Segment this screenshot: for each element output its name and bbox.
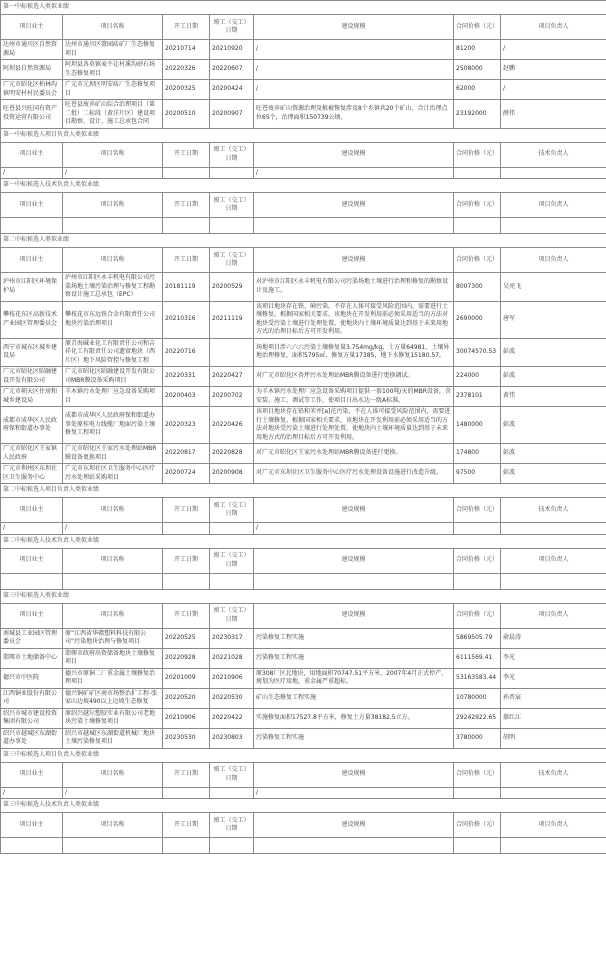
scale-header: 建设规模 (254, 548, 454, 573)
price-cell (454, 523, 501, 535)
person-cell: 赵鹏 (501, 60, 606, 80)
person-header: 项目负责人 (501, 813, 606, 838)
person-cell: / (501, 40, 606, 60)
end-date-header: 竣工（交工）日期 (210, 248, 254, 273)
price-cell: 23192000 (454, 100, 501, 129)
scale-cell: 污染修复工程实施 (254, 728, 454, 748)
start-date-cell: 20220817 (163, 444, 210, 464)
owner-header: 项目业主 (1, 498, 63, 523)
price-cell: 174800 (454, 444, 501, 464)
price-header: 合同价格（元） (454, 762, 501, 787)
start-date-cell (163, 838, 210, 854)
person-header: 技术负责人 (501, 498, 606, 523)
owner-cell: 攀枝花东区高新技术产业园区管理委员会 (1, 301, 63, 338)
start-date-cell: 20220331 (163, 367, 210, 387)
table-row (1, 648, 606, 668)
person-cell: 彭波 (501, 407, 606, 444)
scale-cell: 原308厂区北地块，用地面积70747.51平方米，2007年4月正式停产，规划为医疗用地，重金属严重超标。 (254, 668, 454, 688)
price-header: 合同价格（元） (454, 15, 501, 40)
price-cell: 2378101 (454, 387, 501, 407)
start-date-cell (163, 787, 210, 799)
header-row (1, 15, 606, 40)
start-date-header: 开工日期 (163, 813, 210, 838)
name-header: 项目名称 (63, 15, 163, 40)
section-title: 第三中标候选人技术负责人类似业绩 (1, 799, 606, 813)
section-title-row (1, 534, 606, 548)
scale-header: 建设规模 (254, 142, 454, 167)
owner-header: 项目业主 (1, 762, 63, 787)
start-date-cell: 20200724 (163, 464, 210, 484)
start-date-header: 开工日期 (163, 142, 210, 167)
scale-cell: 矿山生态修复工程实施 (254, 688, 454, 708)
project-name-cell: / (63, 523, 163, 535)
end-date-cell: 20200529 (210, 273, 254, 302)
start-date-cell: 20220525 (163, 628, 210, 648)
scale-cell: 该项目地块存在铁、砷污染，不存在人体可接受风险范围内，需要进行土壤修复。根据国家相关要求，该地块在开发利用前必须采用适当的方法对地块受污染土壤进行处理处置，使地块内土壤环境质量达到基于未来用地方式的治理目标后方可开发利用。 (254, 301, 454, 338)
owner-cell: 广元市利州区东坝社区卫生服务中心 (1, 464, 63, 484)
price-cell (454, 838, 501, 854)
start-date-cell: 20220520 (163, 688, 210, 708)
price-cell: 2508000 (454, 60, 501, 80)
table-row (1, 338, 606, 367)
end-date-cell: 20230803 (210, 728, 254, 748)
end-date-cell: 20220422 (210, 708, 254, 728)
scale-cell: 对广元市昭化区杏坪污水处理站MBR膜设备进行更换调试。 (254, 367, 454, 387)
person-header: 项目负责人 (501, 603, 606, 628)
project-name-cell: 绍兴市越城区东湖街道机械厂地块土壤污染修复项目 (63, 728, 163, 748)
person-cell: 彭波 (501, 464, 606, 484)
person-cell (501, 787, 606, 799)
price-cell: 224000 (454, 367, 501, 387)
owner-cell: / (1, 787, 63, 799)
table-row (1, 80, 606, 100)
end-date-cell: 20220607 (210, 60, 254, 80)
owner-cell: / (1, 167, 63, 179)
start-date-cell (163, 523, 210, 535)
project-name-cell: 广元市昭化区王家污水处理站MBR膜设备更换项目 (63, 444, 163, 464)
end-date-header: 竣工（交工）日期 (210, 762, 254, 787)
header-row (1, 813, 606, 838)
header-row (1, 248, 606, 273)
section-title: 第二中标候选人技术负责人类似业绩 (1, 534, 606, 548)
project-name-cell: 德兴铜矿矿区南市场整治扩工程-张家山边坡490以上边坡生态修复 (63, 688, 163, 708)
owner-cell: 绍兴市越城区东湖街道办事处 (1, 728, 63, 748)
project-name-cell: / (63, 787, 163, 799)
section-title: 第三中标候选人类似业绩 (1, 589, 606, 603)
price-cell: 97500 (454, 464, 501, 484)
owner-cell: 广元市昭化区昭融建设开发有限公司 (1, 367, 63, 387)
section-title-row (1, 484, 606, 498)
person-cell: / (501, 80, 606, 100)
name-header: 项目名称 (63, 193, 163, 218)
section-title: 第一中标候选人项目负责人类似业绩 (1, 128, 606, 142)
scale-cell: / (254, 167, 454, 179)
table-row (1, 40, 606, 60)
scale-cell: / (254, 787, 454, 799)
person-cell: 俞晨涛 (501, 628, 606, 648)
price-cell: 30074570.53 (454, 338, 501, 367)
end-date-header: 竣工（交工）日期 (210, 142, 254, 167)
table-row (1, 688, 606, 708)
owner-cell: 绍兴市城市建设投资集团有限公司 (1, 708, 63, 728)
person-cell: 彭波 (501, 338, 606, 367)
person-cell: 黄伟 (501, 387, 606, 407)
section-title-row (1, 179, 606, 193)
end-date-cell (210, 218, 254, 234)
scale-cell: 为羊木镇污水处理厂应急设备采购项目提供一套100吨/天的MBR设备，含安装、施工、调试等工作，使项目日出水达一级A标准。 (254, 387, 454, 407)
scale-cell: / (254, 523, 454, 535)
end-date-cell: 20220427 (210, 367, 254, 387)
scale-cell: 污染修复工程实施 (254, 628, 454, 648)
person-header: 项目负责人 (501, 193, 606, 218)
header-row (1, 762, 606, 787)
end-date-cell (210, 523, 254, 535)
start-date-header: 开工日期 (163, 603, 210, 628)
start-date-cell: 20210714 (163, 40, 210, 60)
scale-cell (254, 573, 454, 589)
scale-cell: / (254, 80, 454, 100)
project-name-cell: 达州市通川区莆园砖矿厂生态修复项目 (63, 40, 163, 60)
start-date-header: 开工日期 (163, 548, 210, 573)
project-name-cell: 泸州市江阳区永丰机电有限公司污染场地土壤污染治理与修复工程勘察设计施工总承包（EPC） (63, 273, 163, 302)
scale-cell: 对广元市昭化区王家污水处理站MBR膜设备进行更换。 (254, 444, 454, 464)
project-name-cell (63, 573, 163, 589)
end-date-header: 竣工（交工）日期 (210, 548, 254, 573)
end-date-cell (210, 573, 254, 589)
price-header: 合同价格（元） (454, 498, 501, 523)
owner-cell: 旺苍县兴旺国有资产投资运营有限公司 (1, 100, 63, 129)
section-title-row (1, 589, 606, 603)
start-date-header: 开工日期 (163, 762, 210, 787)
person-header: 技术负责人 (501, 142, 606, 167)
table-row (1, 273, 606, 302)
owner-cell (1, 218, 63, 234)
price-cell: 8007300 (454, 273, 501, 302)
scale-cell: 污染修复工程实施 (254, 648, 454, 668)
scale-header: 建设规模 (254, 813, 454, 838)
table-row (1, 367, 606, 387)
price-cell (454, 573, 501, 589)
end-date-cell (210, 787, 254, 799)
price-header: 合同价格（元） (454, 248, 501, 273)
project-name-cell: 原“江西省华赣塑料科技有限公司”污染地块治理与修复项目 (63, 628, 163, 648)
price-cell: 3780000 (454, 728, 501, 748)
start-date-header: 开工日期 (163, 498, 210, 523)
price-cell: 62000 (454, 80, 501, 100)
name-header: 项目名称 (63, 142, 163, 167)
table-row (1, 167, 606, 179)
end-date-cell: 20220530 (210, 688, 254, 708)
person-cell (501, 838, 606, 854)
table-row (1, 60, 606, 80)
start-date-cell: 20210316 (163, 301, 210, 338)
price-cell (454, 787, 501, 799)
start-date-cell: 20220323 (163, 407, 210, 444)
end-date-header: 竣工（交工）日期 (210, 813, 254, 838)
end-date-cell: 20211119 (210, 301, 254, 338)
table-row (1, 444, 606, 464)
owner-cell: 广元市昭化区柏林沟镇明安村村民委员会 (1, 80, 63, 100)
table-row (1, 464, 606, 484)
start-date-cell (163, 218, 210, 234)
owner-header: 项目业主 (1, 193, 63, 218)
start-date-cell: 20201009 (163, 668, 210, 688)
end-date-cell: 20200908 (210, 464, 254, 484)
start-date-header: 开工日期 (163, 248, 210, 273)
section-title: 第二中标候选人类似业绩 (1, 234, 606, 248)
person-cell: 孙晋宸 (501, 688, 606, 708)
start-date-cell (163, 167, 210, 179)
name-header: 项目名称 (63, 603, 163, 628)
table-row (1, 523, 606, 535)
person-cell: 李光 (501, 648, 606, 668)
project-name-cell: 广元市东坝社区卫生服务中心医疗污水处理站采购项目 (63, 464, 163, 484)
end-date-cell: 20221028 (210, 648, 254, 668)
section-title-row (1, 1, 606, 15)
scale-header: 建设规模 (254, 248, 454, 273)
price-header: 合同价格（元） (454, 142, 501, 167)
start-date-cell: 20200510 (163, 100, 210, 129)
section-title-row (1, 234, 606, 248)
table-row (1, 668, 606, 688)
project-name-cell: 邯郸市政府出资储备地块土壤修复项目 (63, 648, 163, 668)
end-date-cell: 20220828 (210, 444, 254, 464)
end-date-cell: 20210906 (210, 668, 254, 688)
price-header: 合同价格（元） (454, 603, 501, 628)
project-name-cell: 原绍兴越尔塑胶实业有限公司老地块污染土壤修复项目 (63, 708, 163, 728)
person-cell: 薛伟 (501, 100, 606, 129)
end-date-cell: 20230317 (210, 628, 254, 648)
scale-cell: 对泸州市江阳区永丰机电有限公司污染场地土壤进行治理和修复的勘察设计及施工。 (254, 273, 454, 302)
name-header: 项目名称 (63, 813, 163, 838)
person-cell (501, 167, 606, 179)
owner-cell: 德兴市中医院 (1, 668, 63, 688)
price-cell: 6111569.41 (454, 648, 501, 668)
table-row (1, 628, 606, 648)
section-title-row (1, 748, 606, 762)
table-row (1, 838, 606, 854)
table-row (1, 387, 606, 407)
end-date-cell: 20200702 (210, 387, 254, 407)
project-name-cell: 德兴市原铜二厂重金属土壤修复治理项目 (63, 668, 163, 688)
price-cell (454, 167, 501, 179)
person-header: 项目负责人 (501, 248, 606, 273)
owner-cell: 南城县工业园区管理委员会 (1, 628, 63, 648)
person-header: 技术负责人 (501, 762, 606, 787)
header-row (1, 498, 606, 523)
start-date-header: 开工日期 (163, 15, 210, 40)
person-cell: 彭波 (501, 444, 606, 464)
end-date-cell: 20200907 (210, 100, 254, 129)
owner-cell: 成都市成华区人民政府保和街道办事处 (1, 407, 63, 444)
owner-cell: 广元市昭化区王家镇人民政府 (1, 444, 63, 464)
owner-cell (1, 838, 63, 854)
scale-header: 建设规模 (254, 498, 454, 523)
header-row (1, 548, 606, 573)
person-header: 项目负责人 (501, 15, 606, 40)
name-header: 项目名称 (63, 248, 163, 273)
end-date-cell (210, 338, 254, 367)
owner-header: 项目业主 (1, 548, 63, 573)
name-header: 项目名称 (63, 498, 163, 523)
person-cell (501, 573, 606, 589)
scale-cell: 对广元市东坝社区卫生服务中心医疗污水处理设备设施进行改造升级。 (254, 464, 454, 484)
table-row (1, 708, 606, 728)
section-title-row (1, 799, 606, 813)
price-cell (454, 218, 501, 234)
start-date-cell: 20220716 (163, 338, 210, 367)
person-header: 项目负责人 (501, 548, 606, 573)
owner-cell: 达州市通川区自然资源局 (1, 40, 63, 60)
project-name-cell: 旺苍县废弃矿山综合治理项目（第二批）二标段（黄洋片区）建设项目勘察、设计、施工总承包合同 (63, 100, 163, 129)
scale-cell (254, 218, 454, 234)
project-name-cell (63, 218, 163, 234)
table-row (1, 728, 606, 748)
person-cell (501, 523, 606, 535)
price-cell: 5869505.79 (454, 628, 501, 648)
section-title: 第二中标候选人项目负责人类似业绩 (1, 484, 606, 498)
scale-cell: / (254, 40, 454, 60)
start-date-cell: 20200325 (163, 80, 210, 100)
project-name-cell (63, 838, 163, 854)
end-date-header: 竣工（交工）日期 (210, 193, 254, 218)
owner-header: 项目业主 (1, 15, 63, 40)
project-name-cell: / (63, 167, 163, 179)
project-name-cell: 成都市成华区人民政府保和街道办事处原桂电力线缆厂地面污染土壤修复工程项目 (63, 407, 163, 444)
owner-header: 项目业主 (1, 142, 63, 167)
scale-cell: 旺苍废弃矿山资源治理及植被恢复涉及8个乡镇共20个矿山，合计治理点位65个，治理面积150739公顷。 (254, 100, 454, 129)
end-date-cell (210, 838, 254, 854)
price-cell: 81200 (454, 40, 501, 60)
name-header: 项目名称 (63, 548, 163, 573)
price-header: 合同价格（元） (454, 193, 501, 218)
scale-cell: / (254, 60, 454, 80)
name-header: 项目名称 (63, 762, 163, 787)
owner-cell (1, 573, 63, 589)
header-row (1, 603, 606, 628)
price-cell: 53163583.44 (454, 668, 501, 688)
project-name-cell: 广元市元坝区明安砖厂生态修复项目 (63, 80, 163, 100)
scale-cell (254, 838, 454, 854)
start-date-cell: 20200403 (163, 387, 210, 407)
end-date-cell: 20210920 (210, 40, 254, 60)
owner-cell: / (1, 523, 63, 535)
scale-cell: 该项目地块存在铅和苯并[a]芘污染，不在人体可接受风险范围内，需要进行土壤修复。根据国家相关要求，该地块在开发利用前必须采用适当的方法对地块受污染土壤进行处理处置，使地块内土壤环境质量达到基于未来用地方式的治理目标后方可开发利用。 (254, 407, 454, 444)
table-row (1, 100, 606, 129)
price-cell: 10780000 (454, 688, 501, 708)
end-date-cell: 20220426 (210, 407, 254, 444)
owner-cell: 江西铜业股份有限公司 (1, 688, 63, 708)
end-date-header: 竣工（交工）日期 (210, 603, 254, 628)
start-date-header: 开工日期 (163, 193, 210, 218)
scale-header: 建设规模 (254, 762, 454, 787)
person-cell: 郝红江 (501, 708, 606, 728)
project-name-cell: 阿坝县各莫镇麦不让村溪沟砂石场生态修复项目 (63, 60, 163, 80)
person-cell (501, 218, 606, 234)
section-title-row (1, 128, 606, 142)
owner-header: 项目业主 (1, 813, 63, 838)
start-date-cell (163, 573, 210, 589)
start-date-cell: 20220928 (163, 648, 210, 668)
end-date-cell (210, 167, 254, 179)
section-title: 第一中标候选人类似业绩 (1, 1, 606, 15)
start-date-cell: 20230530 (163, 728, 210, 748)
scale-header: 建设规模 (254, 15, 454, 40)
header-row (1, 142, 606, 167)
owner-header: 项目业主 (1, 248, 63, 273)
header-row (1, 193, 606, 218)
table-row (1, 573, 606, 589)
price-cell: 29242922.65 (454, 708, 501, 728)
price-cell: 2690000 (454, 301, 501, 338)
table-row (1, 787, 606, 799)
price-header: 合同价格（元） (454, 548, 501, 573)
scale-cell: 实施修复面积17527.8平方米，修复土方量38182.5立方。 (254, 708, 454, 728)
section-title: 第一中标候选人技术负责人类似业绩 (1, 179, 606, 193)
project-name-cell: 原青海碱业化工有限责任公司和吉祥化工有限责任公司遗留地块（西片区）地下风险管控与修复工程 (63, 338, 163, 367)
end-date-header: 竣工（交工）日期 (210, 498, 254, 523)
project-name-cell: 攀枝花市东远铁合金有限责任公司地块污染治理项目 (63, 301, 163, 338)
price-cell: 1480000 (454, 407, 501, 444)
section-title: 第三中标候选人项目负责人类似业绩 (1, 748, 606, 762)
scale-cell: 场地项目涉六六六污染土壤修复量3.754mg/kg，土方量64981，土壤异地治理修复，面积5795㎡，修复方量17385，地下水修复15180.57。 (254, 338, 454, 367)
scale-header: 建设规模 (254, 193, 454, 218)
owner-cell: 邯郸市土地储备中心 (1, 648, 63, 668)
table-row (1, 301, 606, 338)
start-date-cell: 20181119 (163, 273, 210, 302)
table-row (1, 218, 606, 234)
table-row (1, 407, 606, 444)
person-cell: 胡明 (501, 728, 606, 748)
owner-cell: 广元市朝天区住房和城乡建设局 (1, 387, 63, 407)
price-header: 合同价格（元） (454, 813, 501, 838)
start-date-cell: 20210906 (163, 708, 210, 728)
owner-cell: 西宁市城东区城乡建设局 (1, 338, 63, 367)
project-name-cell: 羊木镇污水处理厂应急设备采购项目 (63, 387, 163, 407)
project-name-cell: 广元市昭化区昭融建设开发有限公司MBR膜设备采购项目 (63, 367, 163, 387)
person-cell: 唐军 (501, 301, 606, 338)
person-cell: 吴亮飞 (501, 273, 606, 302)
start-date-cell: 20220326 (163, 60, 210, 80)
end-date-header: 竣工（交工）日期 (210, 15, 254, 40)
scale-header: 建设规模 (254, 603, 454, 628)
owner-header: 项目业主 (1, 603, 63, 628)
person-cell: 李光 (501, 668, 606, 688)
owner-cell: 阿坝县自然资源局 (1, 60, 63, 80)
end-date-cell: 20200424 (210, 80, 254, 100)
owner-cell: 泸州市江阳区环境保护局 (1, 273, 63, 302)
person-cell: 彭波 (501, 367, 606, 387)
